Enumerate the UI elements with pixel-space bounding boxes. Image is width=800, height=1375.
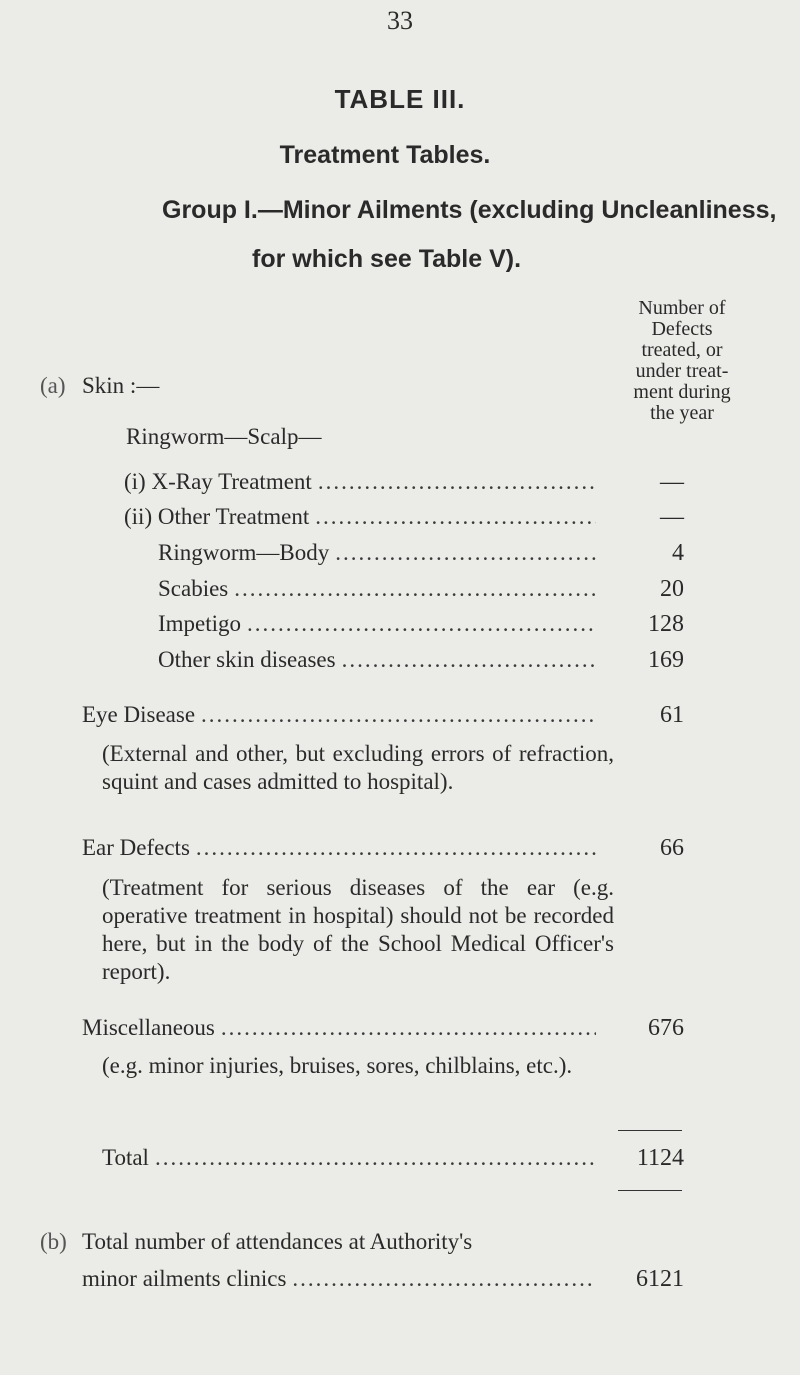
column-header-line: treated, or xyxy=(641,339,723,361)
table-row xyxy=(158,576,684,603)
column-header-line: Number of xyxy=(638,297,726,319)
row-label: Ear Defects xyxy=(82,835,190,860)
table-row xyxy=(158,540,684,567)
dot-leader xyxy=(247,611,596,637)
row-value: — xyxy=(660,504,684,530)
ringworm-scalp-heading: Ringworm—Scalp— xyxy=(126,424,322,449)
ear-note: (Treatment for serious diseases of the ear (e.g. operative treatment in hospital) should not be recorded here, but in the body of the School Medical Officer's report). xyxy=(102,875,614,984)
column-header-line: Defects xyxy=(651,318,713,340)
section-b-marker: (b) xyxy=(40,1229,67,1254)
row-label: Other skin diseases xyxy=(158,647,336,672)
dot-leader xyxy=(315,504,596,530)
column-header-line: under treat- xyxy=(635,360,729,382)
dot-leader xyxy=(292,1266,596,1292)
row-value: 61 xyxy=(660,702,684,728)
row-value: 20 xyxy=(660,576,684,602)
row-label: Miscellaneous xyxy=(82,1015,215,1040)
section-a-label: Skin :— xyxy=(82,373,160,398)
row-label: Scabies xyxy=(158,576,229,601)
row-label: minor ailments clinics xyxy=(82,1266,287,1291)
row-value: 128 xyxy=(648,611,684,637)
row-value: 169 xyxy=(648,647,684,673)
total-row xyxy=(102,1145,684,1172)
dot-leader xyxy=(196,835,596,861)
table-row xyxy=(82,1266,684,1293)
row-value: 6121 xyxy=(636,1266,684,1292)
row-label: Ringworm—Body xyxy=(158,540,330,565)
misc-note: (e.g. minor injuries, bruises, sores, chilblains, etc.). xyxy=(102,1053,573,1078)
table-row xyxy=(82,835,684,862)
dot-leader xyxy=(318,469,596,495)
dot-leader xyxy=(342,647,596,673)
total-rule-top xyxy=(618,1130,682,1131)
subtitle: Treatment Tables. xyxy=(279,141,491,169)
dot-leader xyxy=(155,1145,596,1171)
row-label: (i) X-Ray Treatment xyxy=(124,469,312,494)
table-row xyxy=(82,702,684,729)
page-number: 33 xyxy=(387,6,413,35)
row-value: 676 xyxy=(648,1015,684,1041)
row-value: 66 xyxy=(660,835,684,861)
dot-leader xyxy=(335,540,596,566)
total-label: Total xyxy=(102,1145,149,1170)
total-value: 1124 xyxy=(636,1145,684,1171)
column-header-line: the year xyxy=(650,402,714,424)
table-row xyxy=(124,504,684,531)
row-label: Eye Disease xyxy=(82,702,196,727)
table-row xyxy=(124,469,684,496)
row-value: — xyxy=(660,469,684,495)
eye-note: (External and other, but excluding errors of refraction, squint and cases admitted to hospital). xyxy=(102,741,614,794)
dot-leader xyxy=(221,1015,596,1041)
table-title: TABLE III. xyxy=(334,84,466,114)
column-header xyxy=(562,298,800,424)
group-heading-line2: for which see Table V). xyxy=(252,245,522,273)
row-label: Impetigo xyxy=(158,611,242,636)
table-row xyxy=(82,1015,684,1042)
dot-leader xyxy=(234,576,596,602)
table-row xyxy=(158,611,684,638)
column-header-line: ment during xyxy=(633,381,731,403)
dot-leader xyxy=(201,702,596,728)
section-b-line1: Total number of attendances at Authority's xyxy=(82,1229,473,1254)
table-row xyxy=(158,647,684,674)
section-a-marker: (a) xyxy=(40,373,66,398)
row-value: 4 xyxy=(672,540,684,566)
group-heading-line1: Group I.—Minor Ailments (excluding Uncleanliness, xyxy=(162,196,777,224)
total-rule-bottom xyxy=(618,1190,682,1191)
row-label: (ii) Other Treatment xyxy=(124,504,310,529)
